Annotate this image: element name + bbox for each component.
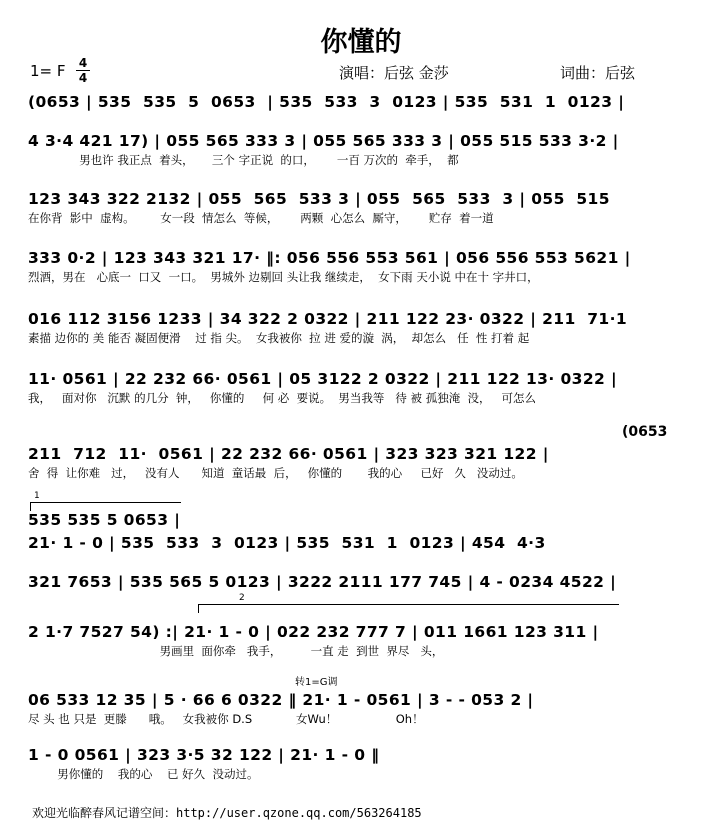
lyricist-credit: 词曲：后弦 bbox=[560, 64, 636, 82]
volta-number: 2 bbox=[239, 593, 245, 603]
singers-credit: 演唱：后弦 金莎 bbox=[339, 64, 449, 82]
notation-line: 06 533 12 35 | 5 · 66 6 0322 ‖ 21· 1 - 0561 | 3 - - 053 2 | bbox=[28, 691, 534, 709]
lyric-line: 素描 边你的 美 能否 凝固便滑 过 指 尖。 女我被你 拉 进 爱的漩 涡， 却怎么 任 性 打着 起 bbox=[28, 331, 530, 345]
notation-line: 4 3·4 421 17) | 055 565 333 3 | 055 565 333 3 | 055 515 533 3·2 | bbox=[28, 132, 619, 150]
intro-repeat-marker: (0653 bbox=[622, 424, 668, 440]
meter-top: 4 bbox=[78, 56, 88, 70]
notation-line: 1 - 0 0561 | 323 3·5 32 122 | 21· 1 - 0 ‖ bbox=[28, 746, 380, 764]
notation-line: 2 1·7 7527 54) :| 21· 1 - 0 | 022 232 777 7 | 011 1661 123 311 | bbox=[28, 623, 599, 641]
song-title: 你懂的 bbox=[320, 27, 402, 58]
notation-line: 123 343 322 2132 | 055 565 533 3 | 055 565 533 3 | 055 515 bbox=[28, 190, 610, 208]
lyric-line: 男画里 面你牵 我手， 一直 走 到世 界尽 头， bbox=[28, 644, 444, 658]
key-signature: 1= F bbox=[30, 62, 66, 80]
time-signature bbox=[76, 57, 90, 84]
notation-line: 016 112 3156 1233 | 34 322 2 0322 | 211 122 23· 0322 | 211 71·1 bbox=[28, 310, 628, 328]
notation-line: 535 535 5 0653 | bbox=[28, 511, 181, 529]
lyric-line: 在你背 影中 虚构。 女一段 情怎么 等候， 两颗 心怎么 厮守， 贮存 着一道 bbox=[28, 211, 494, 225]
lyric-line: 尽 头 也 只是 更滕 哦。 女我被你 D.S 女Wu！ Oh！ bbox=[28, 712, 424, 726]
notation-line: (0653 | 535 535 5 0653 | 535 533 3 0123 | 535 531 1 0123 | bbox=[28, 93, 625, 111]
lyric-line: 男你懂的 我的心 已 好久 没动过。 bbox=[28, 767, 259, 781]
notation-line: 333 0·2 | 123 343 321 17· ‖: 056 556 553 561 | 056 556 553 5621 | bbox=[28, 249, 631, 267]
volta-number: 1 bbox=[34, 491, 40, 501]
footer-credit: 欢迎光临醉春风记谱空间：http://user.qzone.qq.com/563264185 bbox=[32, 806, 422, 820]
notation-line: 11· 0561 | 22 232 66· 0561 | 05 3122 2 0322 | 211 122 13· 0322 | bbox=[28, 370, 618, 388]
lyric-line: 舍 得 让你难 过， 没有人 知道 童话最 后， 你懂的 我的心 已好 久 没动过。 bbox=[28, 466, 523, 480]
notation-line: 321 7653 | 535 565 5 0123 | 3222 2111 177 745 | 4 - 0234 4522 | bbox=[28, 573, 617, 591]
modulation-marker: 转1=G调 bbox=[295, 677, 338, 688]
lyric-line: 男也许 我正点 着头， 三个 字正说 的口， 一百 万次的 牵手， 都 bbox=[28, 153, 459, 167]
meter-bottom: 4 bbox=[78, 71, 88, 85]
lyric-line: 烈酒，男在 心底一 口又 一口。 男城外 边剔回 头让我 继续走， 女下雨 天小说 中在十 字井口， bbox=[28, 270, 539, 284]
notation-line: 21· 1 - 0 | 535 533 3 0123 | 535 531 1 0123 | 454 4·3 bbox=[28, 534, 546, 552]
lyric-line: 我， 面对你 沉默 的几分 钟， 你懂的 何 必 要说。 男当我等 待 被 孤独淹 没， 可怎么 bbox=[28, 391, 536, 405]
notation-line: 211 712 11· 0561 | 22 232 66· 0561 | 323 323 321 122 | bbox=[28, 445, 549, 463]
volta-second-ending bbox=[198, 593, 619, 613]
